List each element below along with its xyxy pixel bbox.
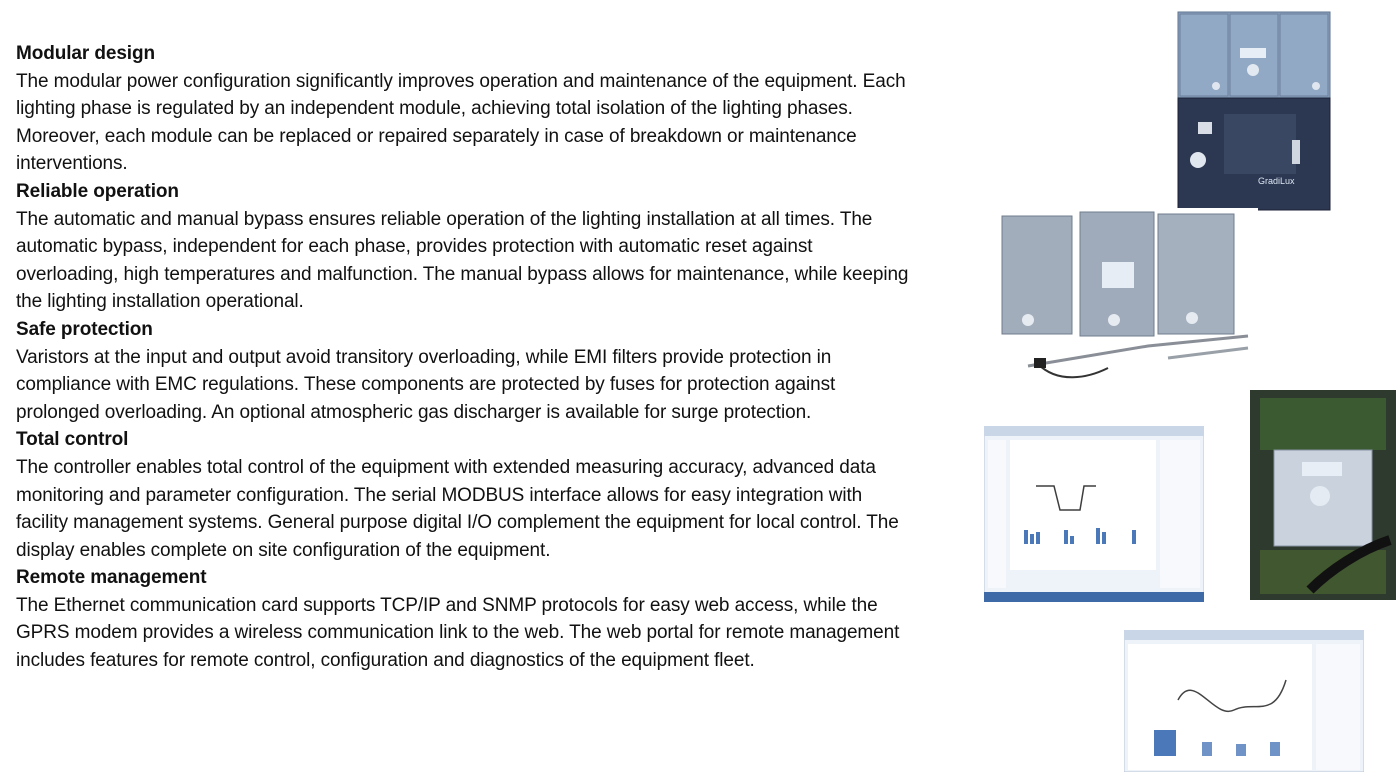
section-body-remote: The Ethernet communication card supports TCP/IP and SNMP protocols for easy web access, while the GPRS modem provides a wireless communication link to the web. The web portal for remote management includes features for remote control, configuration and diagnostics of the equipment fleet.: [16, 594, 900, 672]
section-title-remote: Remote management: [16, 567, 207, 589]
section-title-reliable: Reliable operation: [16, 180, 179, 202]
web-portal-screenshot: [984, 426, 1204, 602]
open-cabinet-photo: [1250, 390, 1396, 600]
remote-management-screenshot: [1124, 630, 1364, 772]
cabinet-photo: [1176, 10, 1332, 212]
section-body-modular: The modular power configuration significantly improves operation and maintenance of the equipment. Each lighting phase is regulated by an independent module, achieving total isolation of the lighting phases. Moreover, each module can be replaced or repaired separately in case of breakdown or maintenance interventions.: [16, 70, 906, 175]
section-body-reliable: The automatic and manual bypass ensures reliable operation of the lighting installation at all times. The automatic bypass, independent for each phase, provides protection with automatic reset against overloading, high temperatures and malfunction. The manual bypass allows for maintenance, while keeping the lighting installation operational.: [16, 208, 909, 313]
section-title-safe: Safe protection: [16, 318, 153, 340]
section-title-control: Total control: [16, 429, 129, 451]
section-title-modular: Modular design: [16, 43, 155, 64]
feature-text: [16, 40, 916, 675]
modules-photo: [998, 208, 1258, 384]
section-body-safe: Varistors at the input and output avoid transitory overloading, while EMI filters provide protection in compliance with EMC regulations. These components are protected by fuses for protection against prolonged overloading. An optional atmospheric gas discharger is available for surge protection.: [16, 346, 836, 423]
brand-label: GradiLux: [1258, 176, 1295, 186]
section-body-control: The controller enables total control of the equipment with extended measuring accuracy, advanced data monitoring and parameter configuration. The serial MODBUS interface allows for easy integration with facility management systems. General purpose digital I/O complement the equipment for local control. The display enables complete on site configuration of the equipment.: [16, 456, 899, 561]
